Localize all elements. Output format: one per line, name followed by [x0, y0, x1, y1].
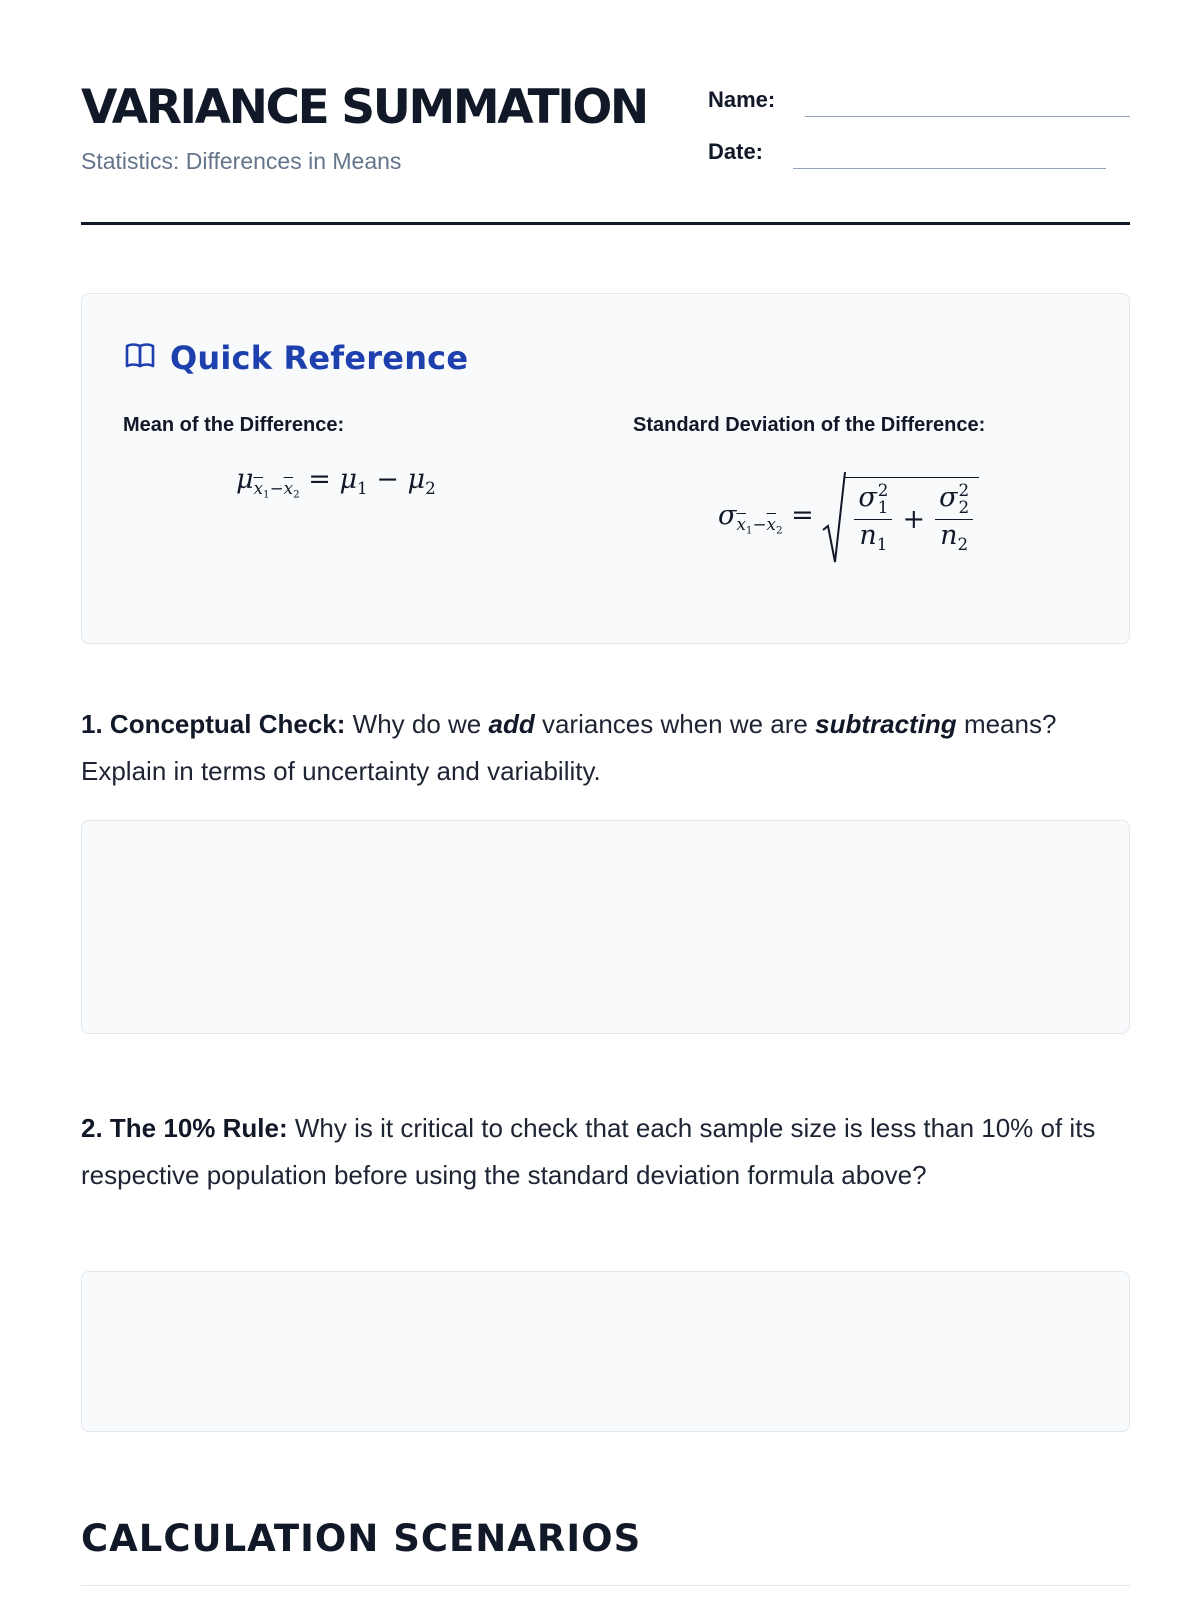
- question-1-answer-box[interactable]: [81, 820, 1130, 1034]
- quick-reference-card: [81, 293, 1130, 644]
- date-label: Date:: [708, 139, 764, 164]
- question-2-answer-box[interactable]: [81, 1271, 1130, 1432]
- question-1: [81, 701, 1130, 795]
- question-1-heading: Conceptual Check:: [109, 709, 346, 739]
- question-2-heading: The 10% Rule:: [109, 1113, 288, 1143]
- sd-difference-formula: $\sigma_{\overline{x}_1-\overline{x}_2}$ = σ 2 1 $n_1$ + σ 2 2 $n_2$: [718, 470, 979, 566]
- mean-difference-label: Mean of the Difference:: [123, 414, 345, 436]
- question-1-emphasis-add: add: [488, 709, 535, 739]
- page-title: VARIANCE SUMMATION: [81, 80, 647, 135]
- page-subtitle: Statistics: Differences in Means: [81, 148, 402, 174]
- header-divider: [81, 222, 1130, 225]
- book-icon: [124, 342, 156, 375]
- date-field[interactable]: [793, 168, 1106, 169]
- quick-reference-title: Quick Reference: [170, 339, 469, 377]
- question-2-text: Why is it critical to check that each sample size is less than 10% of its respective population before using the standard deviation formula above?: [81, 1113, 1096, 1190]
- worksheet-header: [81, 78, 1130, 224]
- question-2-number: 2.: [81, 1113, 103, 1143]
- question-1-emphasis-subtracting: subtracting: [815, 709, 957, 739]
- quick-reference-heading: [124, 338, 468, 378]
- mean-difference-formula: $\mu_{\overline{x}_1-\overline{x}_2} = \mu_1 - \mu_2$: [236, 464, 436, 501]
- sd-difference-label: Standard Deviation of the Difference:: [633, 414, 986, 436]
- name-label: Name:: [708, 87, 776, 112]
- question-1-number: 1.: [81, 709, 103, 739]
- question-2: [81, 1105, 1130, 1199]
- section-title: CALCULATION SCENARIOS: [81, 1517, 642, 1560]
- question-1-text: variances when we are: [541, 709, 808, 739]
- question-1-text: Why do we: [352, 709, 482, 739]
- name-field[interactable]: [805, 116, 1130, 117]
- section-divider: [81, 1585, 1130, 1586]
- question-1-text: means? Explain in terms of uncertainty and variability.: [81, 709, 1057, 786]
